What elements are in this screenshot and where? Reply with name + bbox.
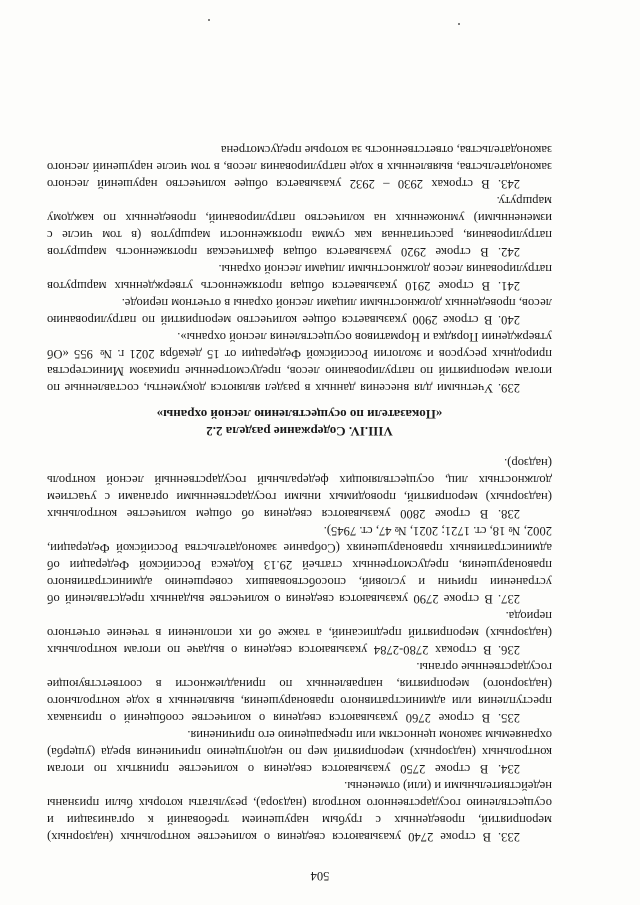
paragraph-237: 237. В строке 2790 указываются сведения о количестве выданных представлений об устранении причин и условий, способствовавших совершению административного правонарушения, предусмотренных статьей 29.13 Кодекса Российской Федерации об административных правонарушениях (Собрание законодательства Российской Федерации, 2002, № 18, ст. 1721; 2021, № 47, ст. 7945). xyxy=(47,524,552,606)
body-text xyxy=(47,141,552,845)
page-number: 504 xyxy=(310,869,330,883)
paragraph-240: 240. В строке 2900 указывается общее количество мероприятий по патрулированию лесов, проведенных должностными лицами лесной охраны в отчетном периоде. xyxy=(47,296,552,327)
section-heading: VIII.IV. Содержание раздела 2.2 xyxy=(206,424,393,439)
paragraph-233: 233. В строке 2740 указываются сведения о количестве контрольных (надзорных) мероприятий, проведенных с грубым нарушением требований к организации и осуществлению государственного контроля (надзора), результаты которых были признаны недействительными и (или) отменены. xyxy=(47,779,552,844)
scan-speck xyxy=(208,19,210,21)
paragraph-241: 241. В строке 2910 указывается общая протяженность утвержденных маршрутов патрулирования лесов должностными лицами лесной охраны. xyxy=(47,262,552,293)
paragraph-238: 238. В строке 2800 указываются сведения об общем количестве контрольных (надзорных) мероприятий, проводимых иными государственными органами с участием должностных лиц, осуществляющих федеральный государственный лесной контроль (надзор). xyxy=(47,456,552,521)
section-subheading: «Показатели по осуществлению лесной охраны» xyxy=(156,407,443,422)
paragraph-243: 243. В строках 2930 – 2932 указывается общее количество нарушений лесного законодательства, выявленных в ходе патрулирования лесов, в том числе нарушений лесного законодательства, ответственность за которые предусмотрена xyxy=(47,143,552,191)
paragraph-235: 235. В строке 2760 указываются сведения о количестве сообщений о признаках преступления или административного правонарушения, выявленных в ходе контрольного (надзорного) мероприятия, направленных по принадлежности в соответствующие государственные органы. xyxy=(47,660,552,725)
paragraph-239: 239. Учетными для внесения данных в раздел являются документы, составленные по итогам мероприятий по патрулированию лесов, предусмотренные приказом Министерства природных ресурсов и экологии Российской Федерации от 15 декабря 2021 г. № 955 «Об утверждении Порядка и Нормативов осуществления лесной охраны». xyxy=(47,330,552,395)
paragraph-234: 234. В строке 2750 указываются сведения о количестве принятых по итогам контрольных (надзорных) мероприятий мер по недопущению причинения вреда (ущерба) охраняемым законом ценностям или прекращению его причинения. xyxy=(47,728,552,776)
paragraph-242: 242. В строке 2920 указывается общая фактическая протяженность маршрутов патрулирования, рассчитанная как сумма протяженности маршрутов (в том числе с измененными) умноженных на количество патрулирований, проведенных по каждому маршруту. xyxy=(47,194,552,259)
paragraph-236: 236. В строках 2780-2784 указываются сведения о выдаче по итогам контрольных (надзорных) мероприятий предписаний, а также об их исполнении в течение отчетного периода. xyxy=(47,609,552,657)
scan-speck xyxy=(458,23,460,25)
